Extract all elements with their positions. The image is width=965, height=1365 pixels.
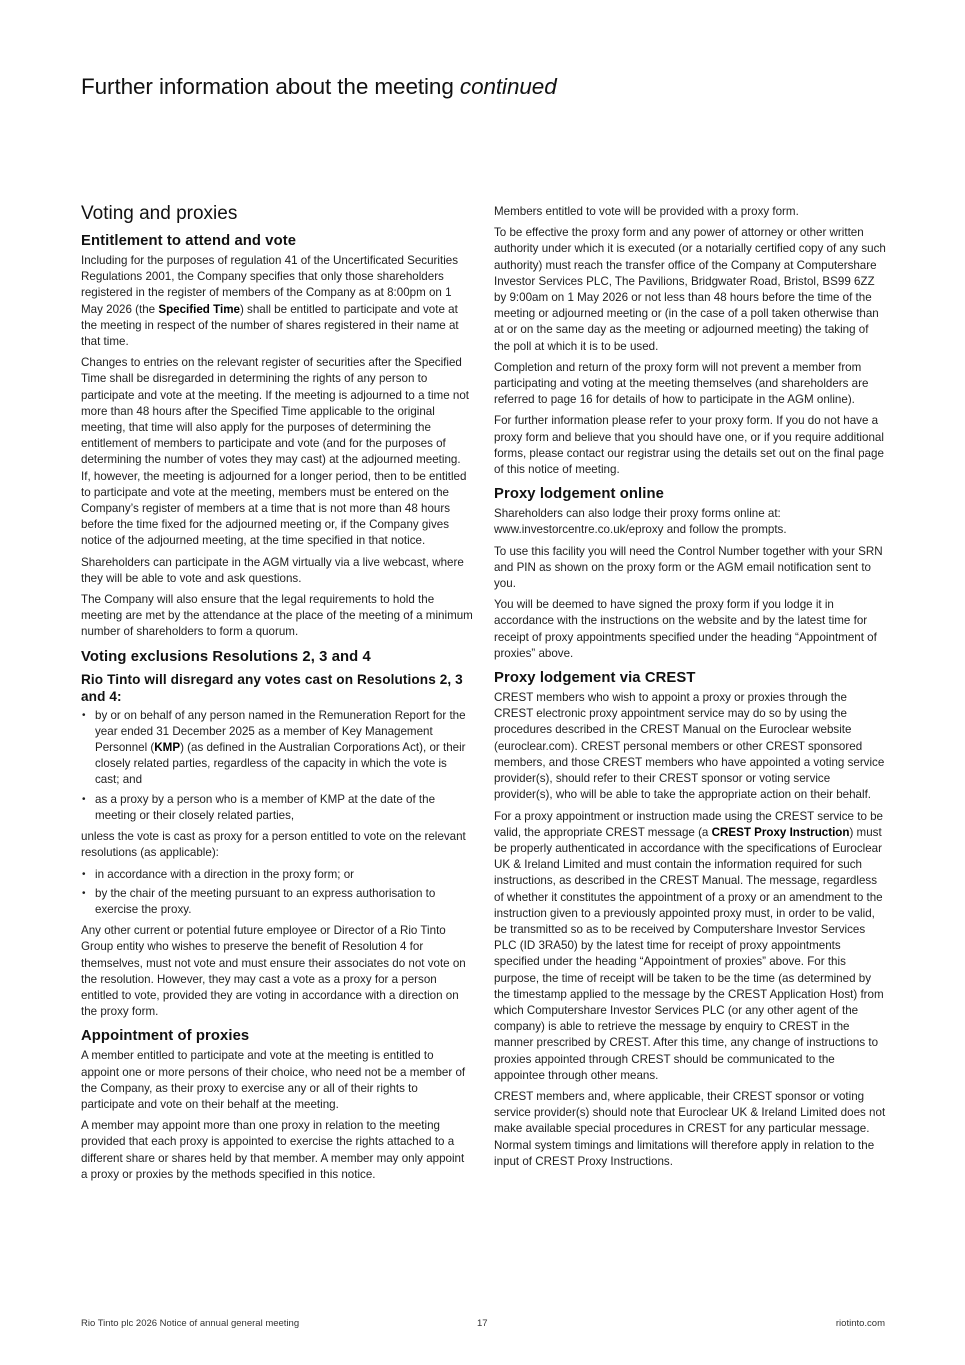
list-item: • by or on behalf of any person named in the Remuneration Report for the year ended 31 December 2025 as a member of Key Management Personnel (KMP) (as defined in the Australian Corporations Act), or their closely related parties, regardless of the capacity in which the vote is cast; and <box>81 708 473 789</box>
online-paragraph-2: To use this facility you will need the Control Number together with your SRN and PIN as shown on the proxy form or the AGM email notification sent to you. <box>494 544 883 591</box>
crest-heading: Proxy lodgement via CREST <box>494 670 696 687</box>
entitlement-paragraph-4: The Company will also ensure that the legal requirements to hold the meeting are met by the attendance at the place of the meeting of a minimum number of shareholders to form a quorum. <box>81 593 473 639</box>
appointment-paragraph-2: A member may appoint more than one proxy in relation to the meeting provided that each proxy is appointed to exercise the rights attached to a different share or shares held by that member. A member may only appoint a proxy or proxies by the methods specified in this notice. <box>81 1119 465 1181</box>
intro-paragraph-1: Members entitled to vote will be provided with a proxy form. <box>494 205 799 218</box>
list-item: • in accordance with a direction in the proxy form; or <box>81 867 473 883</box>
crest-paragraph-3: CREST members and, where applicable, their CREST sponsor or voting service provider(s) should note that Euroclear UK & Ireland Limited does not make available special procedures in CREST for any particular message. Normal system timings and limitations will therefore apply in relation to the input of CREST Proxy Instructions. <box>494 1089 886 1168</box>
exclusions-other: Any other current or potential future employee or Director of a Rio Tinto Group entity who wishes to preserve the benefit of Resolution 4 for themselves, must not vote and must ensure their associates do not vote on the resolution. However, they may cast a vote as a proxy for a person entitled to vote, provided they are voting in accordance with a direction on the proxy form. <box>81 924 466 1019</box>
right-column <box>494 204 886 1175</box>
exclusions-heading: Voting exclusions Resolutions 2, 3 and 4 <box>81 648 371 665</box>
left-column <box>81 203 473 1188</box>
online-paragraph-1: Shareholders can also lodge their proxy forms online at: www.investorcentre.co.uk/eproxy and follow the prompts. <box>494 507 787 537</box>
appointment-heading: Appointment of proxies <box>81 1028 250 1045</box>
exclusions-list-2 <box>81 867 473 919</box>
intro-paragraph-3: Completion and return of the proxy form will not prevent a member from participating and voting at the meeting themselves (and shareholders are referred to page 16 for details of how to participate in the AGM online). <box>494 360 869 407</box>
crest-paragraph-1: CREST members who wish to appoint a proxy or proxies through the CREST electronic proxy appointment service may do so by using the procedures described in the CREST Manual on the Euroclear website (euroclear.com). CREST personal members or other CREST sponsored members, and those CREST members who have appointed a voting service provider(s), should refer to their CREST sponsor or voting service provider(s), who will be able to take the appropriate action on their behalf. <box>494 691 885 802</box>
exclusions-list-1 <box>81 708 473 824</box>
list-item: • as a proxy by a person who is a member of KMP at the date of the meeting or their closely related parties, <box>81 792 473 824</box>
page-title: Further information about the meeting continued <box>81 74 557 99</box>
page-title-suffix: continued <box>459 74 557 99</box>
intro-paragraph-4: For further information please refer to your proxy form. If you do not have a proxy form and believe that you should have one, or if you require additional forms, please contact our registrar using the details set out on the final page of this notice of meeting. <box>494 414 884 477</box>
entitlement-heading: Entitlement to attend and vote <box>81 233 297 249</box>
entitlement-paragraph-2: Changes to entries on the relevant register of securities after the Specified Time shall be disregarded in determining the rights of any person to participate and vote at the meeting. If the meeting is adjourned to a time not more than 48 hours after the Specified Time applicable to the original meeting, that time will also apply for the purposes of determining the entitlement of members to participate and vote (and for the purposes of determining the number of votes they may cast) at the adjourned meeting. If, however, the meeting is adjourned for a longer period, then to be entitled to participate and vote at the meeting, members must be entered on the Company’s register of members at a time that is not more than 48 hours before the time fixed for the adjourned meeting or, if the Company gives notice of the adjourned meeting, at the time specified in that notice. <box>81 356 469 548</box>
exclusions-subheading: Rio Tinto will disregard any votes cast on Resolutions 2, 3 and 4: <box>81 671 463 704</box>
exclusions-unless: unless the vote is cast as proxy for a person entitled to vote on the relevant resolutions (as applicable): <box>81 830 466 860</box>
footer-website[interactable]: riotinto.com <box>835 1318 885 1329</box>
online-paragraph-3: You will be deemed to have signed the proxy form if you lodge it in accordance with the instructions on the website and by the latest time for receipt of proxy appointments specified under the heading “Appointment of proxies” above. <box>494 598 877 660</box>
list-item: • by the chair of the meeting pursuant to an express authorisation to exercise the proxy. <box>81 886 473 918</box>
entitlement-paragraph-3: Shareholders can participate in the AGM virtually via a live webcast, where they will be able to vote and ask questions. <box>81 555 464 585</box>
entitlement-paragraph-1: Including for the purposes of regulation 41 of the Uncertificated Securities Regulations 2001, the Company specifies that only those shareholders registered in the register of members of the Company as at 8:00pm on 1 May 2026 (the Specified Time) shall be entitled to participate and vote at the meeting in respect of the number of shares registered in their name at that time. <box>81 254 459 349</box>
crest-paragraph-2: For a proxy appointment or instruction made using the CREST service to be valid, the appropriate CREST message (a CREST Proxy Instruction) must be properly authenticated in accordance with the specifications of Euroclear UK & Ireland Limited and must contain the information required for such instructions, as described in the CREST Manual. The message, regardless of whether it constitutes the appointment of a proxy or an amendment to the instruction given to a previously appointed proxy must, in order to be valid, be transmitted so as to be received by Computershare Investor Services PLC (ID 3RA50) by the latest time for receipt of proxy appointments specified under the heading “Appointment of proxies” above. For this purpose, the time of receipt will be taken to be the time (as determined by the timestamp applied to the message by the CREST Application Host) from which Computershare Investor Services PLC (or any other agent of the company) is able to retrieve the message by enquiry to CREST in the manner prescribed by CREST. After this time, any change of instructions to proxies appointed through CREST should be communicated to the appointee through other means. <box>494 809 884 1082</box>
intro-paragraph-2: To be effective the proxy form and any power of attorney or other written authority under which it is executed (or a notarially certified copy of any such authority) must reach the transfer office of the Company at Computershare Investor Services PLC, The Pavilions, Bridgwater Road, Bristol, BS99 6ZZ by 9:00am on 1 May 2026 or not less than 48 hours before the time of the meeting or adjourned meeting or (in the case of a poll taken otherwise than at or on the same day as the meeting or adjourned meeting) the taking of the poll at which it is to be used. <box>494 226 886 353</box>
section-title: Voting and proxies <box>81 203 238 224</box>
footer-page-number: 17 <box>477 1318 488 1329</box>
online-heading: Proxy lodgement online <box>494 486 664 503</box>
footer-doc-name: Rio Tinto plc 2026 Notice of annual general meeting <box>81 1318 300 1329</box>
appointment-paragraph-1: A member entitled to participate and vote at the meeting is entitled to appoint one or more persons of their choice, who need not be a member of the Company, as their proxy to exercise any or all of their rights to participate and vote on their behalf at the meeting. <box>81 1049 466 1111</box>
